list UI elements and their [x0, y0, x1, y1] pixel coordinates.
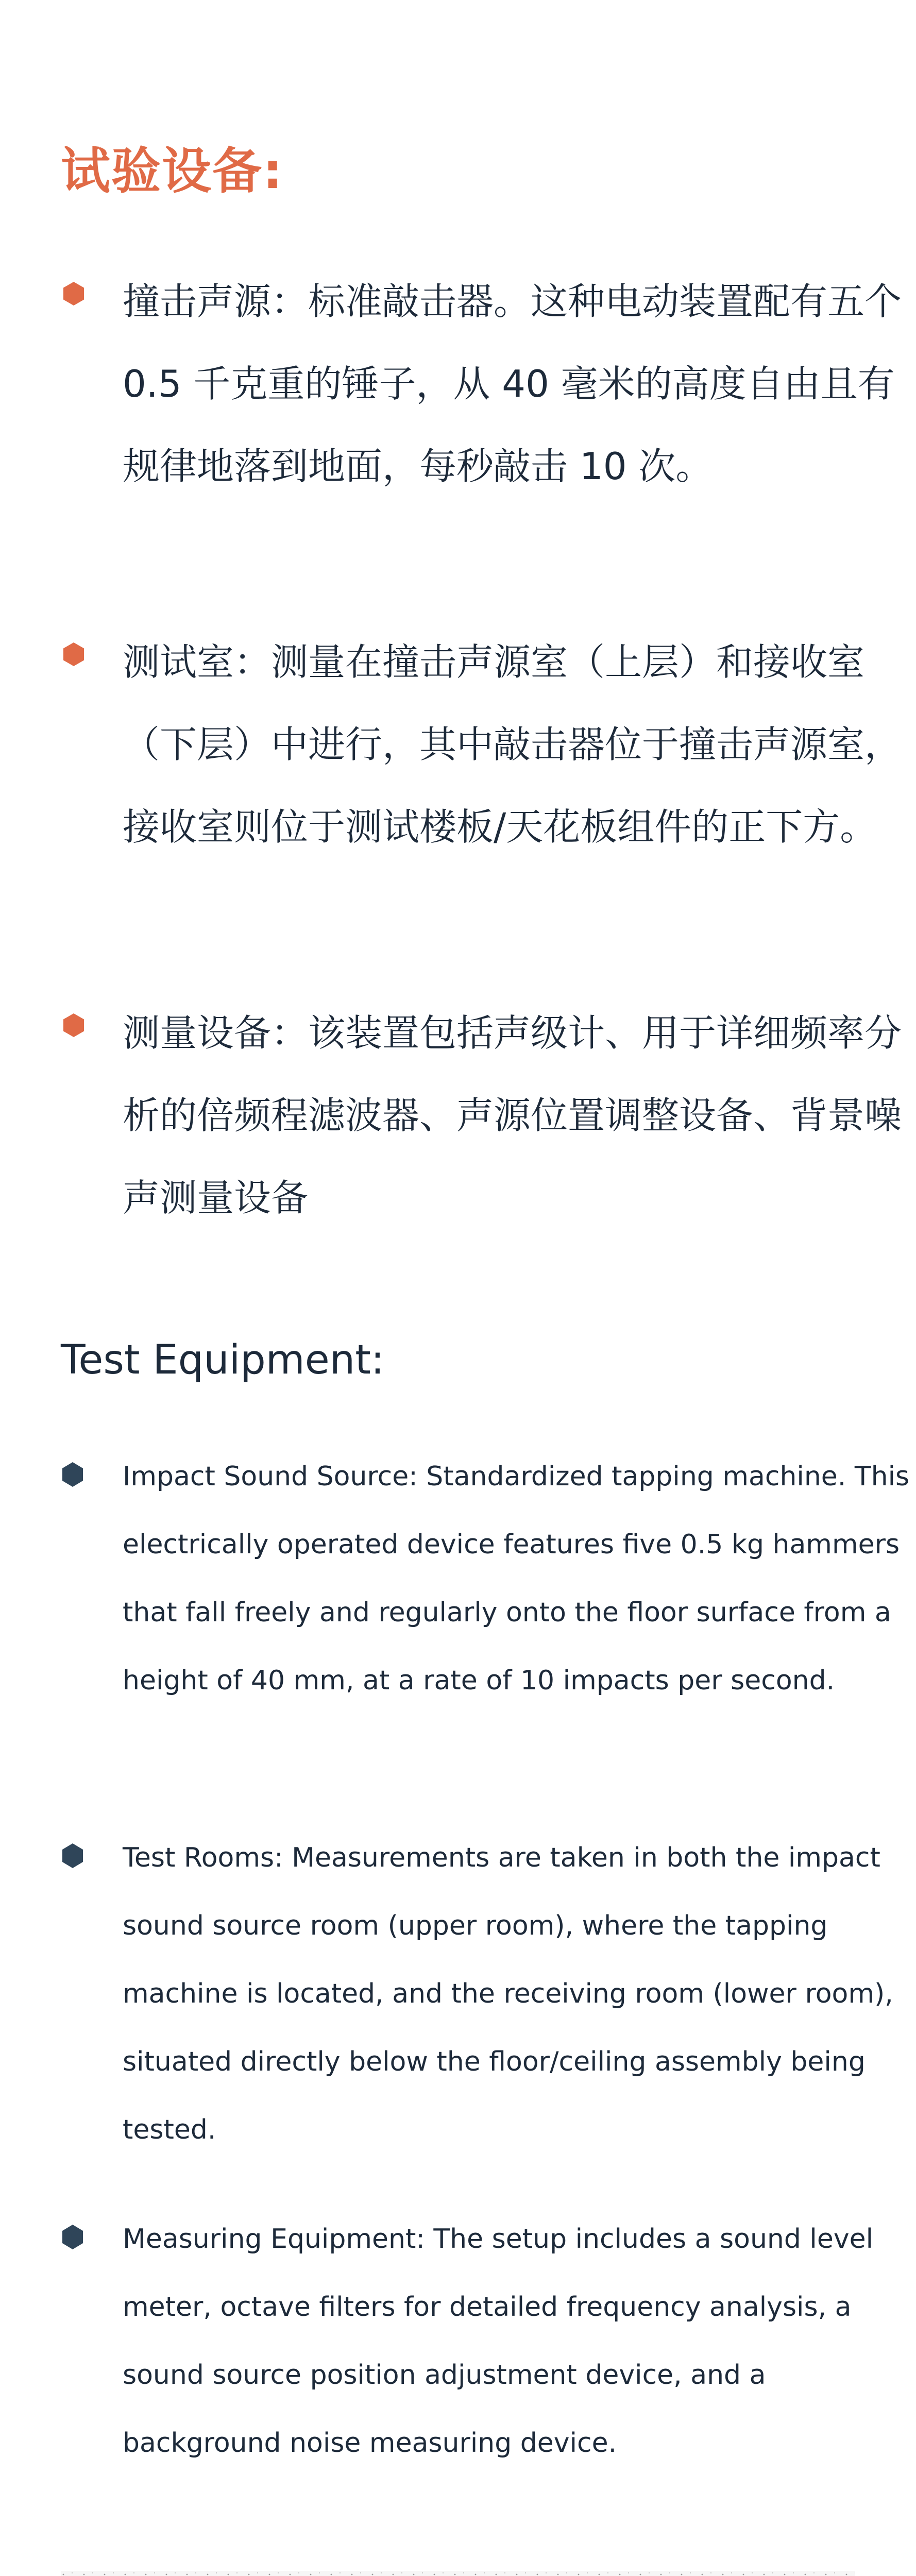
tapping-machine-image: [61, 2571, 855, 2576]
hexagon-icon: [61, 1012, 87, 1038]
zh-list-item-text: 撞击声源：标准敲击器。这种电动装置配有五个 0.5 千克重的锤子，从 40 毫米的高度自由且有规律地落到地面，每秒敲击 10 次。: [123, 280, 902, 488]
en-list-item-text: Measuring Equipment: The setup includes a sound level meter, octave filters for detailed frequency analysis, a sound source position adjustment device, and a background noise measuring device.: [123, 2224, 874, 2459]
hexagon-icon: [61, 1842, 84, 1869]
en-list-item-text: Test Rooms: Measurements are taken in both the impact sound source room (upper room), where the tapping machine is located, and the receiving room (lower room), situated directly below the floor/ceiling assembly being tested.: [123, 1842, 893, 2145]
en-list-item-text: Impact Sound Source: Standardized tapping machine. This electrically operated device features five 0.5 kg hammers that fall freely and regularly onto the floor surface from a height of 40 mm, at a rate of 10 impacts per second.: [123, 1461, 910, 1696]
tapping-machine-sketch: [61, 2571, 855, 2576]
hexagon-icon: [61, 641, 87, 667]
zh-list-item-text: 测量设备：该装置包括声级计、用于详细频率分析的倍频程滤波器、声源位置调整设备、背景噪声测量设备: [123, 1011, 902, 1219]
zh-list-item-text: 测试室：测量在撞击声源室（上层）和接收室（下层）中进行，其中敲击器位于撞击声源室，接收室则位于测试楼板/天花板组件的正下方。: [123, 640, 902, 849]
hexagon-icon: [61, 1461, 84, 1488]
hexagon-icon: [61, 281, 87, 307]
zh-section-heading: 试验设备:: [61, 142, 284, 200]
en-section-heading: Test Equipment:: [61, 1337, 385, 1383]
hexagon-icon: [61, 2224, 84, 2250]
